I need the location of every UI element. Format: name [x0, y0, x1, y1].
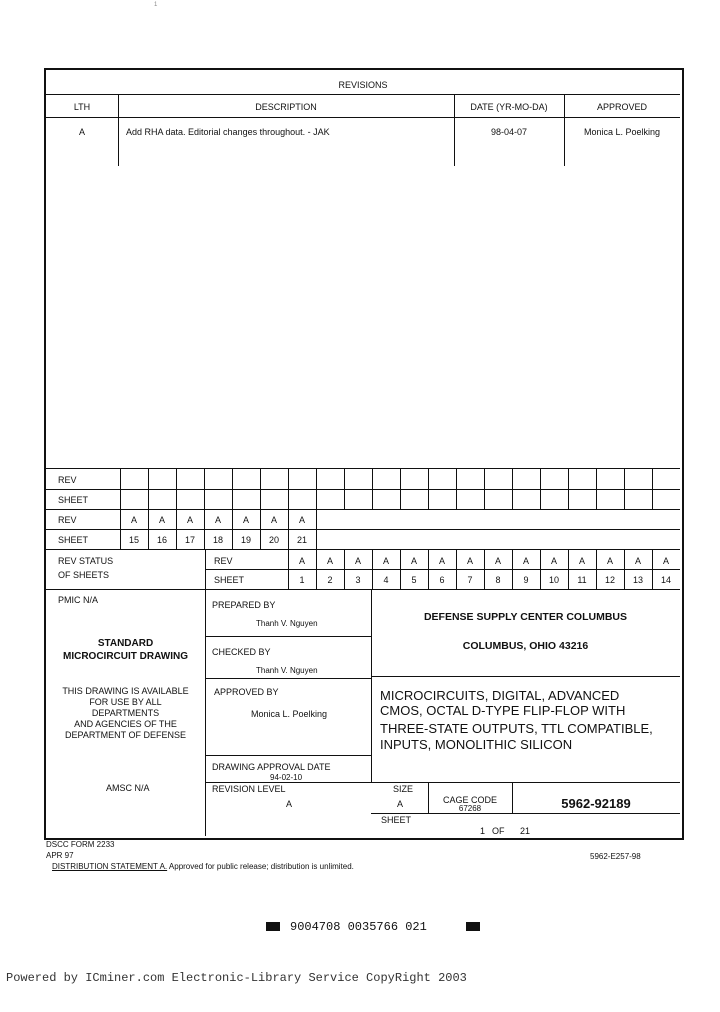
availability-line: DEPARTMENT OF DEFENSE [64, 730, 187, 740]
mid-rev-cell: A [270, 515, 277, 525]
size-label: SIZE [393, 784, 414, 794]
rev-status-label: REV STATUS [58, 556, 114, 566]
drawing-number: 5962-92189 [561, 796, 631, 811]
mid-rev-cell: A [130, 515, 137, 525]
mid-rev-label: REV [58, 515, 77, 525]
lower-sheet-cell: 14 [660, 575, 671, 585]
document-number: 5962-E257-98 [590, 852, 641, 861]
availability-line: THIS DRAWING IS AVAILABLE [62, 686, 189, 696]
mid-sheet-cell: 15 [128, 535, 139, 545]
distribution-text: Approved for public release; distribution is unlimited. [167, 862, 354, 871]
mid-sheet-cell: 16 [156, 535, 167, 545]
sheet-number: 1 [480, 826, 486, 836]
drawing-title-line: INPUTS, MONOLITHIC SILICON [380, 737, 573, 752]
lower-sheet-cell: 7 [467, 575, 473, 585]
lower-rev-cell: A [410, 556, 417, 566]
mid-sheet-cell: 18 [212, 535, 223, 545]
lower-sheet-label: SHEET [214, 575, 245, 585]
lower-sheet-cell: 3 [355, 575, 361, 585]
lower-sheet-cell: 6 [439, 575, 445, 585]
of-sheets-label: OF SHEETS [58, 570, 110, 580]
mid-sheet-label: SHEET [58, 535, 89, 545]
form-number: DSCC FORM 2233 [46, 840, 115, 849]
lower-rev-cell: A [606, 556, 613, 566]
mid-sheet-cell: 19 [240, 535, 251, 545]
revision-level-label: REVISION LEVEL [212, 784, 286, 794]
revision-level-value: A [286, 799, 293, 809]
mid-sheet-cell: 17 [184, 535, 195, 545]
revisions-title: REVISIONS [338, 80, 388, 90]
prepared-by-label: PREPARED BY [212, 600, 276, 610]
revision-description: Add RHA data. Editorial changes throughout. - JAK [126, 127, 330, 137]
lower-rev-cell: A [438, 556, 445, 566]
lower-sheet-cell: 13 [632, 575, 643, 585]
mid-rev-cell: A [158, 515, 165, 525]
top-tick: 1 [154, 2, 158, 8]
approved-by-label: APPROVED BY [214, 687, 279, 697]
center-address: COLUMBUS, OHIO 43216 [462, 640, 589, 652]
drawing-title-line: MICROCIRCUITS, DIGITAL, ADVANCED [380, 688, 620, 703]
approved-by-name: Monica L. Poelking [251, 709, 328, 719]
lower-rev-cell: A [382, 556, 389, 566]
lower-sheet-cell: 5 [411, 575, 417, 585]
approval-date-label: DRAWING APPROVAL DATE [212, 762, 331, 772]
lower-rev-cell: A [550, 556, 557, 566]
lower-sheet-cell: 11 [577, 575, 587, 585]
revision-approved: Monica L. Poelking [583, 127, 661, 137]
mid-rev-cell: A [214, 515, 221, 525]
form-date: APR 97 [46, 851, 74, 860]
sheet-of: OF [492, 826, 505, 836]
availability-line: DEPARTMENTS [91, 708, 160, 718]
mid-rev-cell: A [242, 515, 249, 525]
cage-code-label: CAGE CODE [442, 795, 497, 805]
lower-rev-cell: A [494, 556, 501, 566]
lower-sheet-cell: 10 [548, 575, 559, 585]
standard-title: STANDARD [97, 638, 154, 649]
lower-rev-cell: A [634, 556, 641, 566]
sheet-total: 21 [520, 826, 531, 836]
mid-sheet-cell: 20 [268, 535, 279, 545]
lower-rev-cell: A [662, 556, 669, 566]
drawing-title-line: CMOS, OCTAL D-TYPE FLIP-FLOP WITH [380, 703, 626, 718]
mid-sheet-cell: 21 [296, 535, 307, 545]
col-header-description: DESCRIPTION [255, 102, 317, 112]
barcode-block-left [266, 922, 280, 931]
barcode-text: 9004708 0035766 021 [290, 920, 427, 934]
drawing-title-line: THREE-STATE OUTPUTS, TTL COMPATIBLE, [380, 721, 653, 736]
center-name: DEFENSE SUPPLY CENTER COLUMBUS [423, 611, 628, 623]
pmic-label: PMIC N/A [58, 595, 99, 605]
checked-by-label: CHECKED BY [212, 647, 271, 657]
size-value: A [397, 799, 404, 809]
sheet-label: SHEET [381, 815, 412, 825]
availability-line: AND AGENCIES OF THE [74, 719, 177, 729]
lower-sheet-cell: 9 [523, 575, 529, 585]
col-header-approved: APPROVED [596, 102, 647, 112]
checked-by-name: Thanh V. Nguyen [256, 666, 318, 675]
mid-rev-cell: A [298, 515, 305, 525]
distribution-statement [52, 862, 354, 872]
upper-sheet-label: SHEET [58, 495, 89, 505]
upper-rev-label: REV [58, 475, 77, 485]
mid-rev-cell: A [186, 515, 193, 525]
lower-rev-cell: A [578, 556, 585, 566]
revision-date: 98-04-07 [490, 127, 528, 137]
lower-sheet-cell: 8 [495, 575, 501, 585]
barcode-block-right [466, 922, 480, 931]
lower-sheet-cell: 4 [383, 575, 389, 585]
lower-rev-cell: A [298, 556, 305, 566]
distribution-label: DISTRIBUTION STATEMENT A. [52, 862, 168, 871]
lower-sheet-cell: 1 [299, 575, 305, 585]
amsc-label: AMSC N/A [106, 783, 150, 793]
lower-sheet-cell: 2 [327, 575, 333, 585]
cage-code-value: 67268 [458, 804, 482, 813]
lower-rev-cell: A [326, 556, 333, 566]
approval-date-value: 94-02-10 [270, 773, 303, 782]
lower-rev-cell: A [522, 556, 529, 566]
lower-rev-cell: A [466, 556, 473, 566]
lower-rev-label: REV [214, 556, 233, 566]
lower-rev-cell: A [354, 556, 361, 566]
availability-line: FOR USE BY ALL [89, 697, 162, 707]
prepared-by-name: Thanh V. Nguyen [256, 619, 318, 628]
col-header-date: DATE (YR-MO-DA) [470, 102, 548, 112]
lower-sheet-cell: 12 [604, 575, 615, 585]
powered-by-text: Powered by ICminer.com Electronic-Library Service CopyRight 2003 [6, 971, 467, 985]
col-header-lth: LTH [73, 102, 91, 112]
microcircuit-drawing-title: MICROCIRCUIT DRAWING [63, 651, 188, 662]
revision-lth: A [78, 127, 85, 137]
